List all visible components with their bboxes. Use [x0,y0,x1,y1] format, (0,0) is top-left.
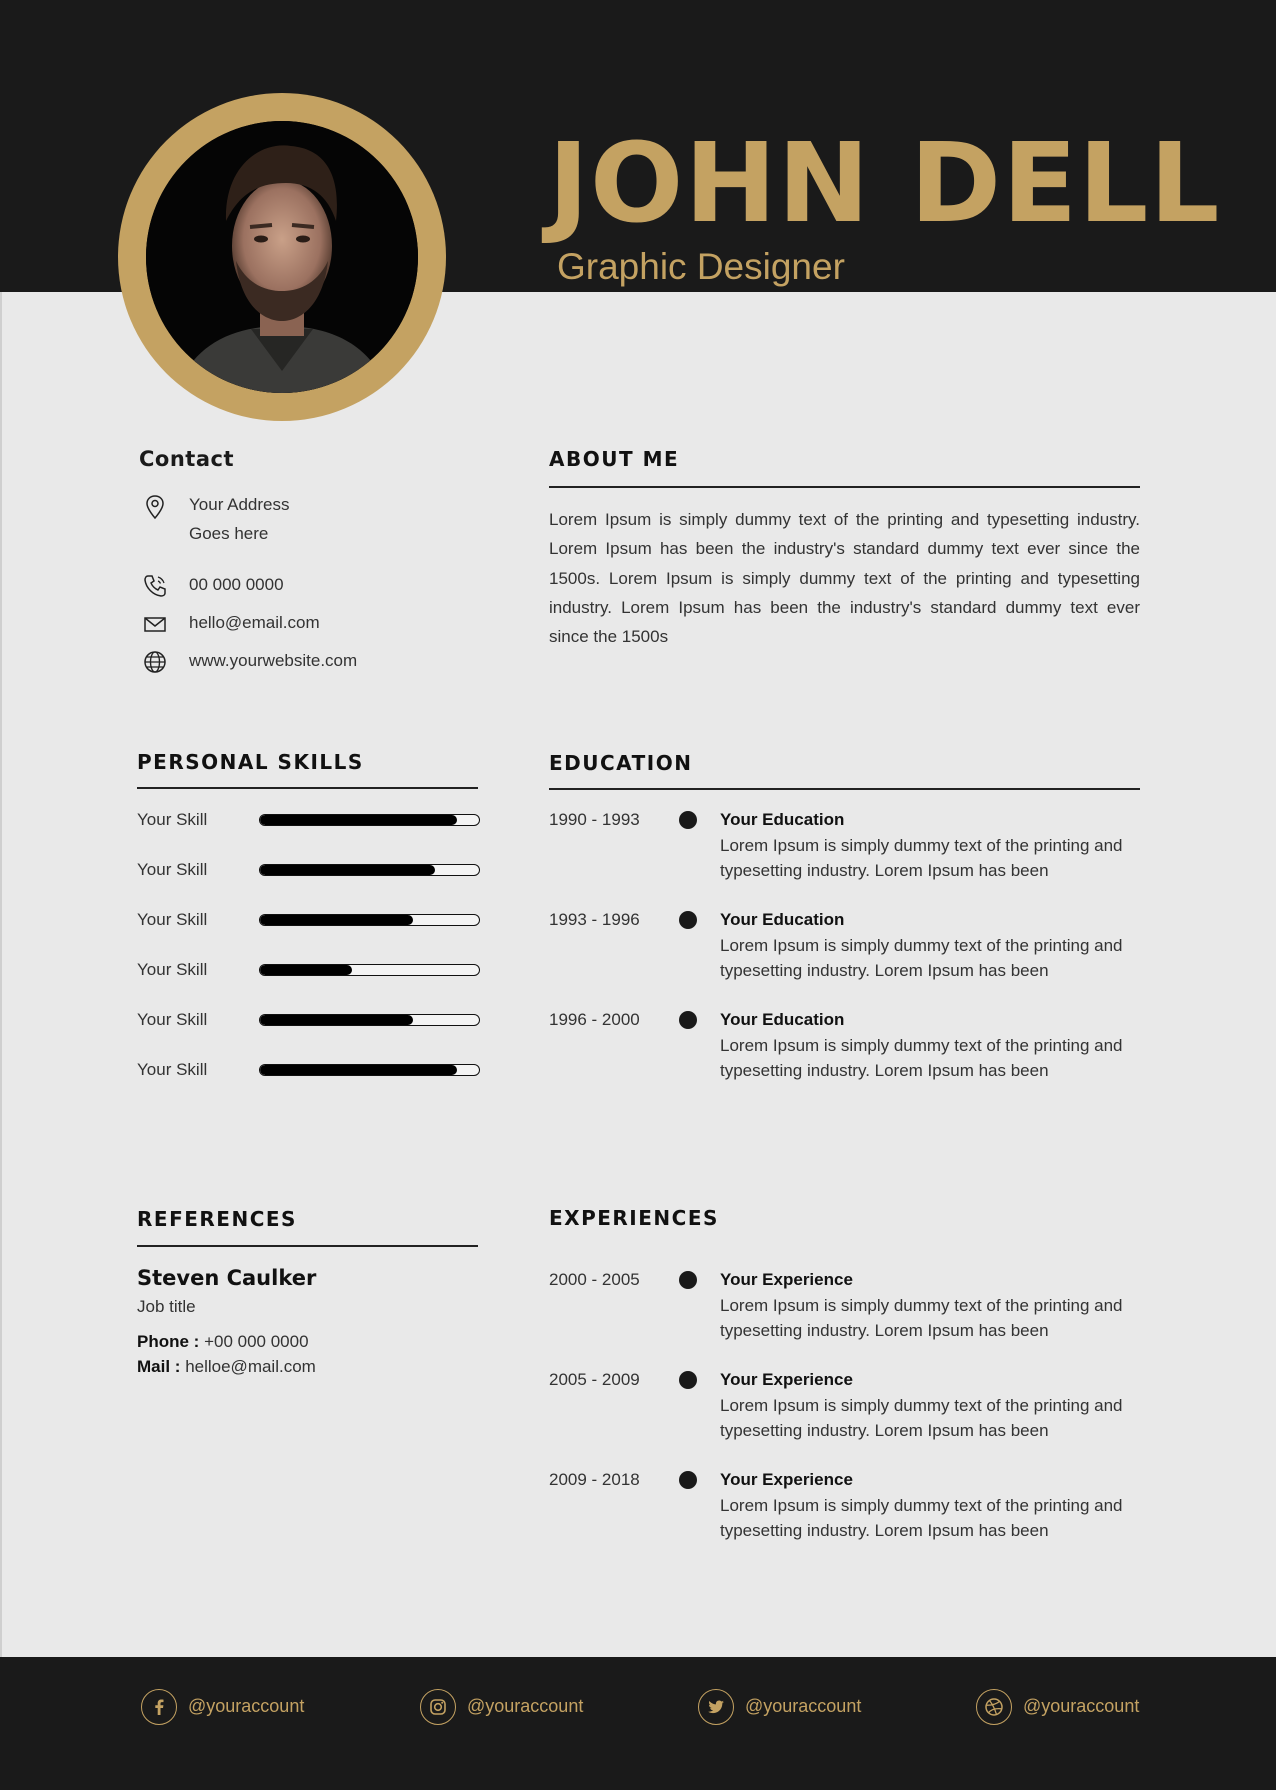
skill-bar [259,964,480,976]
contact-address-line2: Goes here [189,524,269,543]
location-pin-icon [140,492,170,522]
education-title: EDUCATION [549,751,693,775]
experience-desc: Lorem Ipsum is simply dummy text of the printing and typesetting industry. Lorem Ipsum has been [720,1396,1123,1440]
education-divider [549,788,1140,790]
reference-mail-value[interactable]: helloe@mail.com [185,1357,316,1376]
about-divider [549,486,1140,488]
person-name: JOHN DELL [548,119,1221,247]
skills-divider [137,787,478,789]
skill-label: Your Skill [137,1060,208,1079]
experience-title-item: Your Experience [720,1470,853,1489]
timeline-dot [679,1011,697,1029]
timeline-dot [679,811,697,829]
social-handle: @youraccount [188,1696,305,1716]
globe-icon [140,647,170,677]
skill-label: Your Skill [137,960,208,979]
education-title-item: Your Education [720,1010,845,1029]
skill-row [137,855,482,885]
skill-row [137,1005,482,1035]
skill-bar [259,1064,480,1076]
contact-email[interactable]: hello@email.com [189,613,320,632]
skill-label: Your Skill [137,860,208,879]
skill-bar [259,864,480,876]
contact-address-line1: Your Address [189,495,290,514]
twitter-icon [698,1689,734,1725]
instagram-icon [420,1689,456,1725]
experience-desc: Lorem Ipsum is simply dummy text of the printing and typesetting industry. Lorem Ipsum has been [720,1496,1123,1540]
portrait-image [146,121,418,393]
education-desc: Lorem Ipsum is simply dummy text of the printing and typesetting industry. Lorem Ipsum has been [720,836,1123,880]
contact-website[interactable]: www.yourwebsite.com [189,651,358,670]
page-edge-line [0,292,2,1657]
references-divider [137,1245,478,1247]
experiences-title: EXPERIENCES [549,1206,719,1230]
timeline-dot [679,911,697,929]
skill-bar [259,814,480,826]
contact-phone[interactable]: 00 000 0000 [189,575,284,594]
about-text: Lorem Ipsum is simply dummy text of the printing and typesetting industry. Lorem Ipsum has been the industry's standard dummy text ever since the 1500s. Lorem Ipsum is simply dummy text of the printing and typesetting industry. Lorem Ipsum has been the industry's standard dummy text ever since the 1500s [549,510,1140,647]
reference-job-title: Job title [137,1297,196,1316]
contact-title: Contact [139,447,234,471]
skills-title: PERSONAL SKILLS [137,750,364,774]
education-title-item: Your Education [720,910,845,929]
references-title: REFERENCES [137,1207,297,1231]
skill-bar-fill [260,1015,413,1025]
reference-mail [137,1357,316,1377]
experience-title-item: Your Experience [720,1370,853,1389]
about-title: ABOUT ME [549,447,680,471]
skill-bar-fill [260,865,435,875]
experience-date: 2009 - 2018 [549,1470,640,1489]
education-date: 1993 - 1996 [549,910,640,929]
education-date: 1990 - 1993 [549,810,640,829]
envelope-icon [140,609,170,639]
skill-bar-fill [260,1065,457,1075]
experience-date: 2000 - 2005 [549,1270,640,1289]
skill-bar [259,914,480,926]
reference-phone-value[interactable]: +00 000 0000 [204,1332,309,1351]
reference-phone [137,1332,309,1352]
skill-bar-fill [260,915,413,925]
experience-title-item: Your Experience [720,1270,853,1289]
profile-photo [146,121,418,393]
skill-row [137,1055,482,1085]
skill-bar-fill [260,815,457,825]
education-desc: Lorem Ipsum is simply dummy text of the printing and typesetting industry. Lorem Ipsum has been [720,1036,1123,1080]
social-handle: @youraccount [1023,1696,1140,1716]
timeline-dot [679,1471,697,1489]
reference-name: Steven Caulker [137,1266,317,1290]
footer-band [0,1657,1276,1790]
experience-date: 2005 - 2009 [549,1370,640,1389]
skill-row [137,905,482,935]
social-handle: @youraccount [745,1696,862,1716]
skill-label: Your Skill [137,810,208,829]
skill-label: Your Skill [137,1010,208,1029]
job-role: Graphic Designer [557,246,845,287]
skill-row [137,805,482,835]
skill-row [137,955,482,985]
facebook-icon [141,1689,177,1725]
phone-icon [140,571,170,601]
skill-label: Your Skill [137,910,208,929]
reference-mail-label: Mail : [137,1357,181,1376]
education-date: 1996 - 2000 [549,1010,640,1029]
skill-bar-fill [260,965,352,975]
education-desc: Lorem Ipsum is simply dummy text of the printing and typesetting industry. Lorem Ipsum has been [720,936,1123,980]
social-handle: @youraccount [467,1696,584,1716]
skill-bar [259,1014,480,1026]
timeline-dot [679,1371,697,1389]
education-title-item: Your Education [720,810,845,829]
dribbble-icon [976,1689,1012,1725]
timeline-dot [679,1271,697,1289]
experience-desc: Lorem Ipsum is simply dummy text of the printing and typesetting industry. Lorem Ipsum has been [720,1296,1123,1340]
reference-phone-label: Phone : [137,1332,200,1351]
